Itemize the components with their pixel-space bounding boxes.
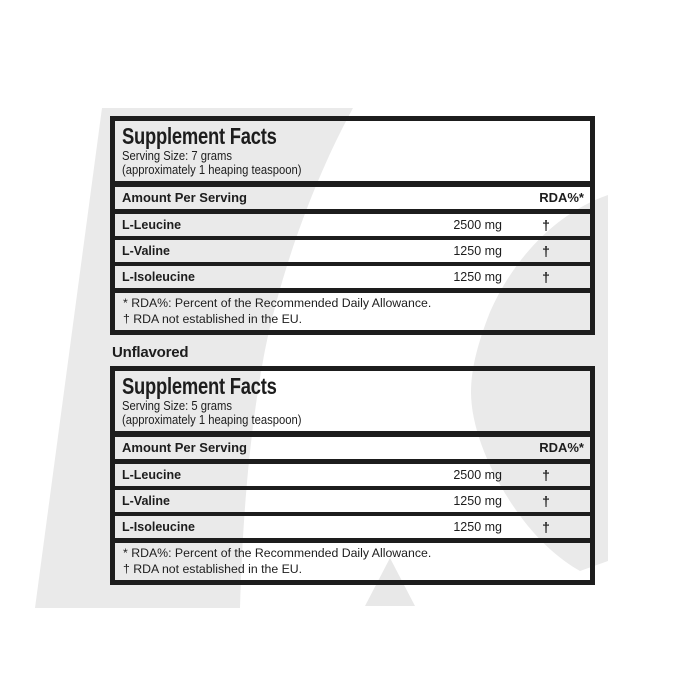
nutrient-rda-dagger: † bbox=[542, 217, 550, 233]
flavor-label: Unflavored bbox=[112, 344, 189, 361]
table-row bbox=[115, 214, 590, 240]
panel2-footnotes bbox=[115, 538, 590, 580]
panel1-serving-size: Serving Size: 7 grams bbox=[122, 149, 233, 163]
nutrient-rda-dagger: † bbox=[542, 467, 550, 483]
footnote-rda-definition: * RDA%: Percent of the Recommended Daily Allowance. bbox=[123, 296, 432, 310]
panel1-amount-per-serving-header: Amount Per Serving bbox=[122, 190, 247, 205]
nutrient-name: L-Isoleucine bbox=[122, 520, 195, 534]
footnote-dagger-definition: † RDA not established in the EU. bbox=[123, 561, 303, 576]
nutrient-name: L-Leucine bbox=[122, 468, 182, 482]
nutrient-rda-dagger: † bbox=[542, 243, 550, 259]
panel2-column-header-row bbox=[115, 437, 590, 464]
nutrient-rda-dagger: † bbox=[542, 269, 550, 285]
nutrient-name: L-Isoleucine bbox=[122, 270, 195, 284]
panel2-amount-per-serving-header: Amount Per Serving bbox=[122, 440, 247, 455]
panel1-column-header-row bbox=[115, 187, 590, 214]
nutrient-amount: 1250 mg bbox=[453, 520, 502, 534]
panel1-rda-header: RDA%* bbox=[539, 190, 584, 205]
panel2-rda-header: RDA%* bbox=[539, 440, 584, 455]
panel2-header bbox=[115, 371, 590, 437]
nutrient-amount: 2500 mg bbox=[453, 218, 502, 232]
supplement-facts-panel-1 bbox=[110, 116, 595, 335]
panel1-footnotes bbox=[115, 288, 590, 330]
footnote-rda-definition: * RDA%: Percent of the Recommended Daily Allowance. bbox=[123, 546, 432, 560]
nutrient-amount: 1250 mg bbox=[453, 494, 502, 508]
panel1-header bbox=[115, 121, 590, 187]
panel2-title: Supplement Facts bbox=[122, 373, 277, 399]
table-row bbox=[115, 516, 590, 538]
panel2-serving-note: (approximately 1 heaping teaspoon) bbox=[122, 413, 302, 427]
nutrient-rda-dagger: † bbox=[542, 519, 550, 535]
table-row bbox=[115, 266, 590, 288]
nutrient-amount: 2500 mg bbox=[453, 468, 502, 482]
panel2-serving-size: Serving Size: 5 grams bbox=[122, 399, 233, 413]
panel1-serving-note: (approximately 1 heaping teaspoon) bbox=[122, 163, 302, 177]
nutrient-name: L-Valine bbox=[122, 494, 170, 508]
panel1-title: Supplement Facts bbox=[122, 123, 277, 149]
table-row bbox=[115, 240, 590, 266]
nutrient-amount: 1250 mg bbox=[453, 270, 502, 284]
nutrient-name: L-Leucine bbox=[122, 218, 182, 232]
table-row bbox=[115, 490, 590, 516]
footnote-dagger-definition: † RDA not established in the EU. bbox=[123, 311, 303, 326]
supplement-facts-panel-2 bbox=[110, 366, 595, 585]
nutrient-amount: 1250 mg bbox=[453, 244, 502, 258]
table-row bbox=[115, 464, 590, 490]
nutrient-rda-dagger: † bbox=[542, 493, 550, 509]
nutrient-name: L-Valine bbox=[122, 244, 170, 258]
